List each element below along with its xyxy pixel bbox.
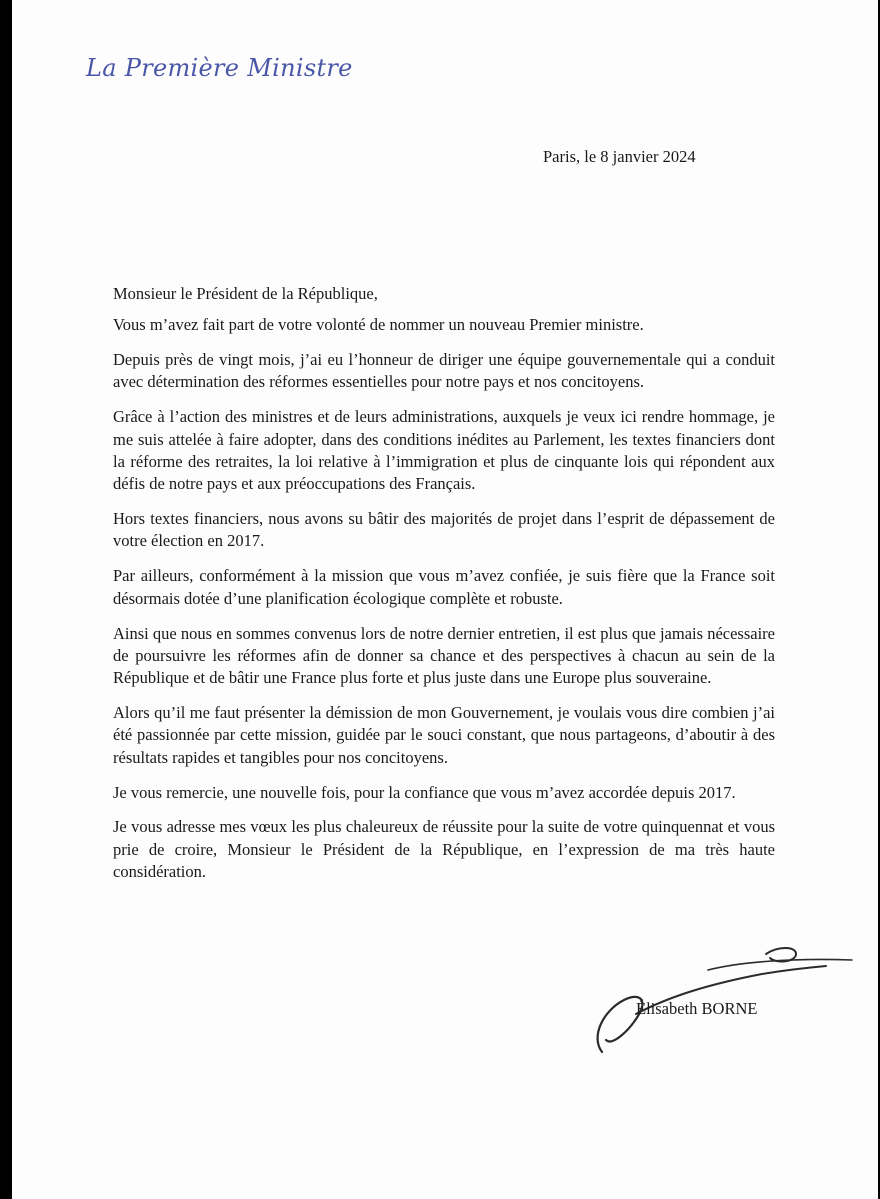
letter-body xyxy=(113,283,775,896)
paragraph-3: Grâce à l’action des ministres et de leurs administrations, auxquels je veux ici rendre hommage, je me suis attelée à faire adopter, dans des conditions inédites au Parlement, les textes financiers dont la réforme des retraites, la loi relative à l’immigration et plus de cinquante lois qui répondent aux défis de notre pays et aux préoccupations des Français. xyxy=(113,407,775,494)
letter-page xyxy=(12,0,878,1199)
paragraph-6: Ainsi que nous en sommes convenus lors de notre dernier entretien, il est plus que jamais nécessaire de poursuivre les réformes afin de donner sa chance et des perspectives à chacun au sein de la République et de bâtir une France plus forte et plus juste dans une Europe plus souveraine. xyxy=(113,623,775,688)
date-line: Paris, le 8 janvier 2024 xyxy=(543,147,696,166)
salutation: Monsieur le Président de la République, xyxy=(113,284,378,303)
paragraph-1: Vous m’avez fait part de votre volonté de nommer un nouveau Premier ministre. xyxy=(113,315,644,335)
paragraph-2: Depuis près de vingt mois, j’ai eu l’honneur de diriger une équipe gouvernementale qui a conduit avec détermination des réformes essentielles pour notre pays et nos concitoyens. xyxy=(113,350,775,392)
paragraph-7: Alors qu’il me faut présenter la démission de mon Gouvernement, je voulais vous dire combien j’ai été passionnée par cette mission, guidée par le souci constant, que nous partageons, d’aboutir à des résultats rapides et tangibles pour nos concitoyens. xyxy=(113,703,775,767)
signatory-name: Élisabeth BORNE xyxy=(636,999,758,1018)
paragraph-9: Je vous adresse mes vœux les plus chaleureux de réussite pour la suite de votre quinquennat et vous prie de croire, Monsieur le Président de la République, en l’expression de ma très haute considération. xyxy=(113,817,775,881)
paragraph-4: Hors textes financiers, nous avons su bâtir des majorités de projet dans l’esprit de dépassement de votre élection en 2017. xyxy=(113,509,775,551)
paragraph-8: Je vous remercie, une nouvelle fois, pour la confiance que vous m’avez accordée depuis 2017. xyxy=(113,782,736,802)
paragraph-5: Par ailleurs, conformément à la mission que vous m’avez confiée, je suis fière que la France soit désormais dotée d’une planification écologique complète et robuste. xyxy=(113,566,775,608)
letterhead-title: La Première Ministre xyxy=(86,54,353,82)
